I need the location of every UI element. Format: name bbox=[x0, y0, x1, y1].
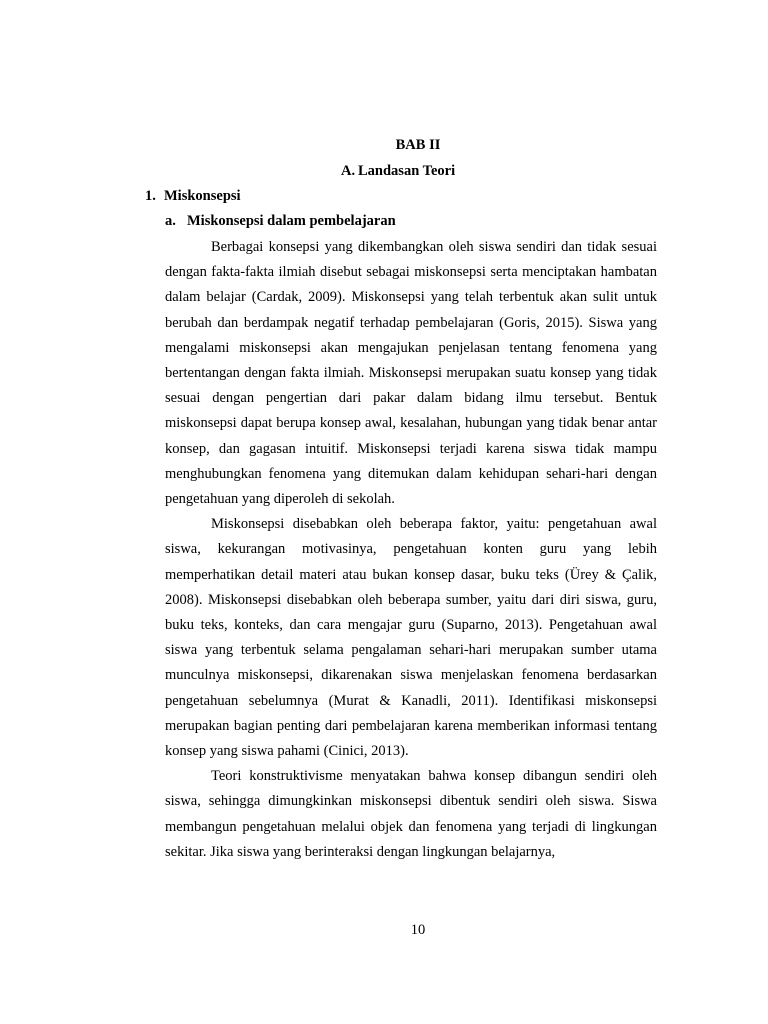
section-heading bbox=[341, 163, 455, 180]
section-title: Landasan Teori bbox=[358, 163, 456, 179]
chapter-title: BAB II bbox=[395, 137, 441, 153]
paragraph-1: Berbagai konsepsi yang dikembangkan oleh siswa sendiri dan tidak sesuai dengan fakta-fakta ilmiah disebut sebagai miskonsepsi serta menciptakan hambatan dalam belajar (Cardak, 2009). Miskonsepsi yang telah terbentuk akan sulit untuk berubah dan berdampak negatif terhadap pembelajaran (Goris, 2015). Siswa yang mengalami miskonsepsi akan mengajukan penjelasan tentang fenomena yang bertentangan dengan fakta ilmiah. Miskonsepsi merupakan suatu konsep yang tidak sesuai dengan pengertian dari pakar dalam bidang ilmu tersebut. Bentuk miskonsepsi dapat berupa konsep awal, kesalahan, hubungan yang tidak benar antar konsep, dan gagasan intuitif. Miskonsepsi terjadi karena siswa tidak mampu menghubungkan fenomena yang ditemukan dalam kehidupan sehari-hari dengan pengetahuan yang diperoleh di sekolah. bbox=[165, 239, 657, 508]
paragraph-2: Miskonsepsi disebabkan oleh beberapa faktor, yaitu: pengetahuan awal siswa, kekurangan motivasinya, pengetahuan konten guru yang lebih memperhatikan detail materi atau bukan konsep dasar, buku teks (Ürey & Çalik, 2008). Miskonsepsi disebabkan oleh beberapa sumber, yaitu dari diri siswa, guru, buku teks, konteks, dan cara mengajar guru (Suparno, 2013). Pengetahuan awal siswa yang terbentuk selama pengalaman sehari-hari merupakan sumber utama munculnya miskonsepsi, dikarenakan siswa menjelaskan fenomena berdasarkan pengetahuan sebelumnya (Murat & Kanadli, 2011). Identifikasi miskonsepsi merupakan bagian penting dari pembelajaran karena memberikan informasi tentang konsep yang siswa pahami (Cinici, 2013). bbox=[165, 516, 657, 760]
sub-subsection-heading bbox=[165, 213, 396, 230]
body-text bbox=[165, 235, 657, 865]
sub-subsection-number: a. bbox=[165, 213, 176, 229]
paragraph-3: Teori konstruktivisme menyatakan bahwa konsep dibangun sendiri oleh siswa, sehingga dimungkinkan miskonsepsi dibentuk sendiri oleh siswa. Siswa membangun pengetahuan melalui objek dan fenomena yang terjadi di lingkungan sekitar. Jika siswa yang berinteraksi dengan lingkungan belajarnya, bbox=[165, 768, 657, 860]
sub-subsection-title: Miskonsepsi dalam pembelajaran bbox=[187, 213, 396, 229]
section-number: A. bbox=[341, 163, 356, 179]
subsection-title: Miskonsepsi bbox=[164, 188, 241, 204]
page-number: 10 bbox=[410, 922, 426, 938]
subsection-heading bbox=[145, 188, 241, 205]
subsection-number: 1. bbox=[145, 188, 156, 204]
